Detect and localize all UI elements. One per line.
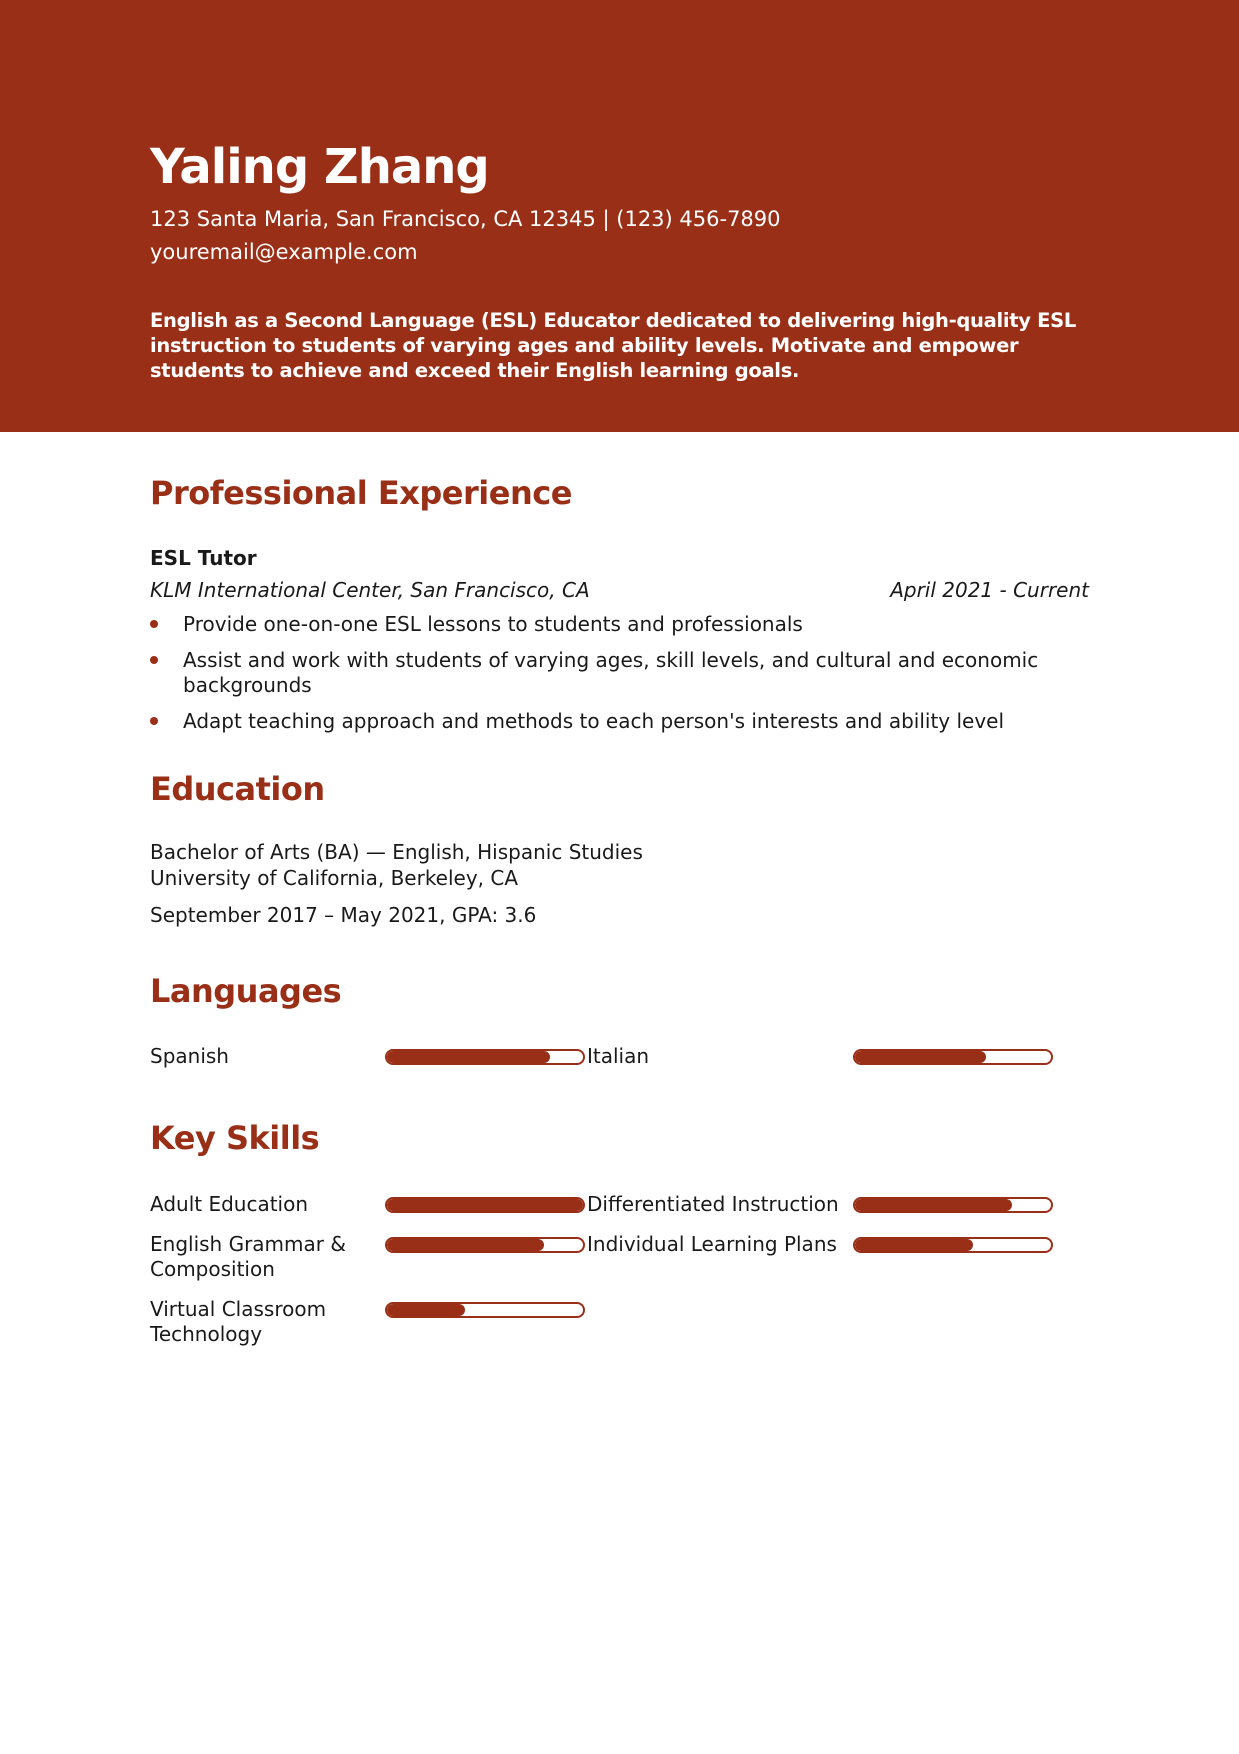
school: University of California, Berkeley, CA [150, 865, 519, 890]
languages-section [150, 972, 1089, 1069]
degree: Bachelor of Arts (BA) — English, Hispanic Studies [150, 839, 643, 864]
skill-label: Virtual Classroom Technology [150, 1296, 327, 1346]
skill-label: English Grammar & Composition [150, 1231, 346, 1281]
language-label: Spanish [150, 1044, 229, 1069]
language-level-bar [385, 1049, 585, 1065]
skill-level-bar [385, 1237, 585, 1253]
resume-body [0, 474, 1239, 1347]
skill-label: Differentiated Instruction [587, 1191, 839, 1216]
section-title-experience: Professional Experience [150, 474, 572, 512]
bar-fill [387, 1304, 465, 1316]
header-banner [0, 0, 1239, 432]
bar-fill [855, 1199, 1012, 1211]
skill-level-bar [385, 1197, 585, 1213]
bar-fill [387, 1051, 550, 1063]
job-meta [150, 578, 1089, 602]
skill-label: Adult Education [150, 1191, 309, 1216]
job-bullet: Provide one-on-one ESL lessons to students and professionals [150, 612, 1063, 637]
section-title-skills: Key Skills [150, 1119, 320, 1158]
job-bullet: Assist and work with students of varying ages, skill levels, and cultural and economic backgrounds [150, 648, 1063, 698]
job-bullet: Adapt teaching approach and methods to each person's interests and ability level [150, 709, 1063, 734]
skill-label: Individual Learning Plans [587, 1231, 837, 1256]
bar-fill [855, 1239, 973, 1251]
experience-section [150, 474, 1089, 734]
skills-section [150, 1119, 1089, 1346]
education-dates-gpa: September 2017 – May 2021, GPA: 3.6 [150, 902, 537, 927]
skills-grid [150, 1192, 1089, 1347]
bar-fill [387, 1199, 583, 1211]
skill-level-bar [385, 1302, 585, 1318]
profile-summary: English as a Second Language (ESL) Educator dedicated to delivering high-quality ESL instruction to students of varying ages and ability levels. Motivate and empower students to achieve and exceed their English learning goals. [150, 309, 1077, 383]
skill-level-bar [853, 1197, 1053, 1213]
languages-grid [150, 1044, 1089, 1069]
section-title-education: Education [150, 770, 325, 809]
job-bullets [150, 612, 1089, 734]
candidate-name: Yaling Zhang [150, 139, 489, 195]
section-title-languages: Languages [150, 971, 342, 1010]
job-role: ESL Tutor [150, 546, 257, 571]
bar-fill [387, 1239, 544, 1251]
language-level-bar [853, 1049, 1053, 1065]
job-company: KLM International Center, San Francisco, CA [150, 578, 590, 603]
job-entry [150, 546, 1089, 734]
education-section [150, 770, 1089, 927]
address-phone: 123 Santa Maria, San Francisco, CA 12345 | (123) 456-7890 [150, 207, 781, 232]
bar-fill [855, 1051, 986, 1063]
email: youremail@example.com [150, 240, 418, 265]
skill-level-bar [853, 1237, 1053, 1253]
language-label: Italian [587, 1044, 650, 1069]
job-dates: April 2021 - Current [890, 578, 1089, 603]
